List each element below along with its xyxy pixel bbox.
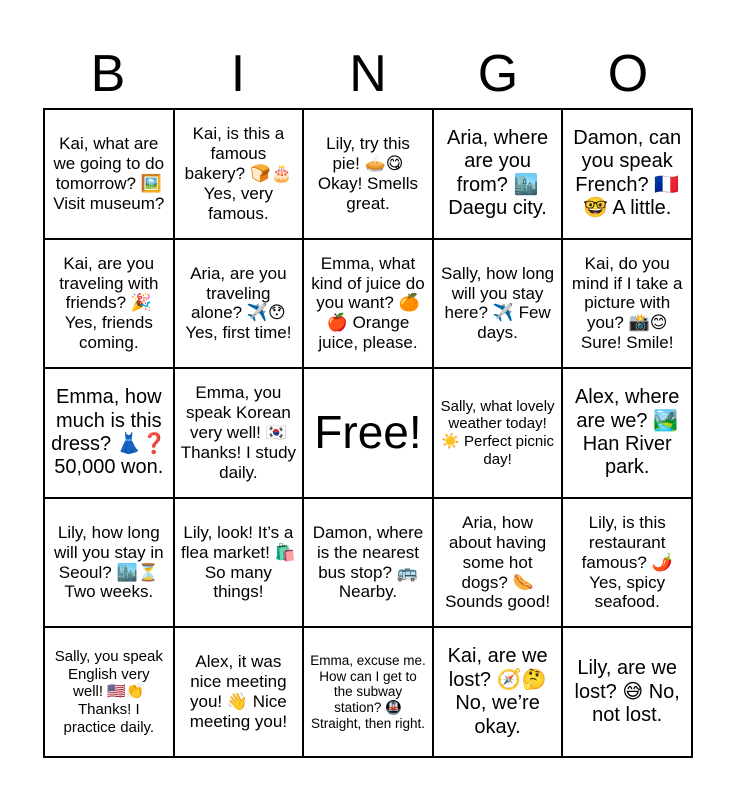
bingo-cell[interactable] [303,239,433,369]
header-letter-o: O [607,45,649,103]
bingo-cell[interactable] [562,109,692,239]
cell-text: Sally, what lovely weather today! ☀️ Perfect picnic day! [440,397,555,468]
cell-text: Damon, where is the nearest bus stop? 🚌 Nearby. [312,522,424,602]
bingo-cell[interactable] [174,109,304,239]
cell-text: Emma, what kind of juice do you want? 🍊🍎 Orange juice, please. [311,253,425,353]
header-letter-n: N [349,45,387,103]
bingo-cell[interactable] [174,498,304,628]
cell-text: Lily, is this restaurant famous? 🌶️ Yes, spicy seafood. [581,512,673,612]
cell-text: Aria, are you traveling alone? ✈️😯 Yes, first time! [185,263,292,343]
bingo-cell[interactable] [562,627,692,757]
bingo-grid [43,108,693,758]
cell-text: Kai, are you traveling with friends? 🎉 Yes, friends coming. [59,253,159,353]
free-space[interactable] [303,368,433,498]
bingo-cell[interactable] [562,368,692,498]
bingo-cell[interactable] [433,627,563,757]
cell-text: Kai, is this a famous bakery? 🍞🎂 Yes, very famous. [184,124,293,223]
bingo-cell[interactable] [303,109,433,239]
bingo-cell[interactable] [174,239,304,369]
header-letter-g: G [477,45,519,103]
bingo-cell[interactable] [433,368,563,498]
cell-text: Kai, do you mind if I take a picture with you? 📸😊 Sure! Smile! [571,253,683,353]
cell-text: Lily, try this pie! 🥧😋 Okay! Smells great. [317,134,419,213]
header-letter-i: I [230,45,246,103]
cell-text: Aria, where are you from? 🏙️ Daegu city. [447,127,549,220]
bingo-cell[interactable] [174,627,304,757]
bingo-cell[interactable] [303,498,433,628]
cell-text: Lily, are we lost? 😅 No, not lost. [574,657,680,726]
cell-text: Lily, how long will you stay in Seoul? 🏙️⏳ Two weeks. [53,522,164,602]
bingo-cell[interactable] [433,109,563,239]
bingo-cell[interactable] [433,239,563,369]
bingo-cell[interactable] [44,627,174,757]
cell-text: Emma, you speak Korean very well! 🇰🇷 Thanks! I study daily. [180,383,297,482]
bingo-cell[interactable] [44,498,174,628]
bingo-cell[interactable] [562,498,692,628]
bingo-cell[interactable] [303,627,433,757]
cell-text: Aria, how about having some hot dogs? 🌭 Sounds good! [445,512,551,612]
bingo-cell[interactable] [433,498,563,628]
bingo-header [43,40,693,108]
bingo-cell[interactable] [44,239,174,369]
cell-text: Emma, excuse me. How can I get to the subway station? 🚇 Straight, then right. [310,652,426,731]
cell-text: Kai, are we lost? 🧭🤔 No, we’re okay. [447,645,548,738]
cell-text: Damon, can you speak French? 🇫🇷🤓 A little. [573,127,682,220]
cell-text: Alex, it was nice meeting you! 👋 Nice meeting you! [189,652,288,732]
cell-text: Lily, look! It’s a flea market! 🛍️ So many things! [181,522,296,602]
bingo-cell[interactable] [44,368,174,498]
cell-text: Sally, you speak English very well! 🇺🇸👏 Thanks! I practice daily. [54,648,163,736]
bingo-cell[interactable] [44,109,174,239]
bingo-cell[interactable] [562,239,692,369]
free-space-text: Free! [314,406,422,459]
cell-text: Sally, how long will you stay here? ✈️ Few days. [441,263,555,343]
header-letter-b: B [90,45,126,103]
cell-text: Kai, what are we going to do tomorrow? 🖼️ Visit museum? [53,134,165,213]
cell-text: Emma, how much is this dress? 👗❓ 50,000 won. [51,386,167,479]
bingo-cell[interactable] [174,368,304,498]
cell-text: Alex, where are we? 🏞️ Han River park. [574,386,680,479]
